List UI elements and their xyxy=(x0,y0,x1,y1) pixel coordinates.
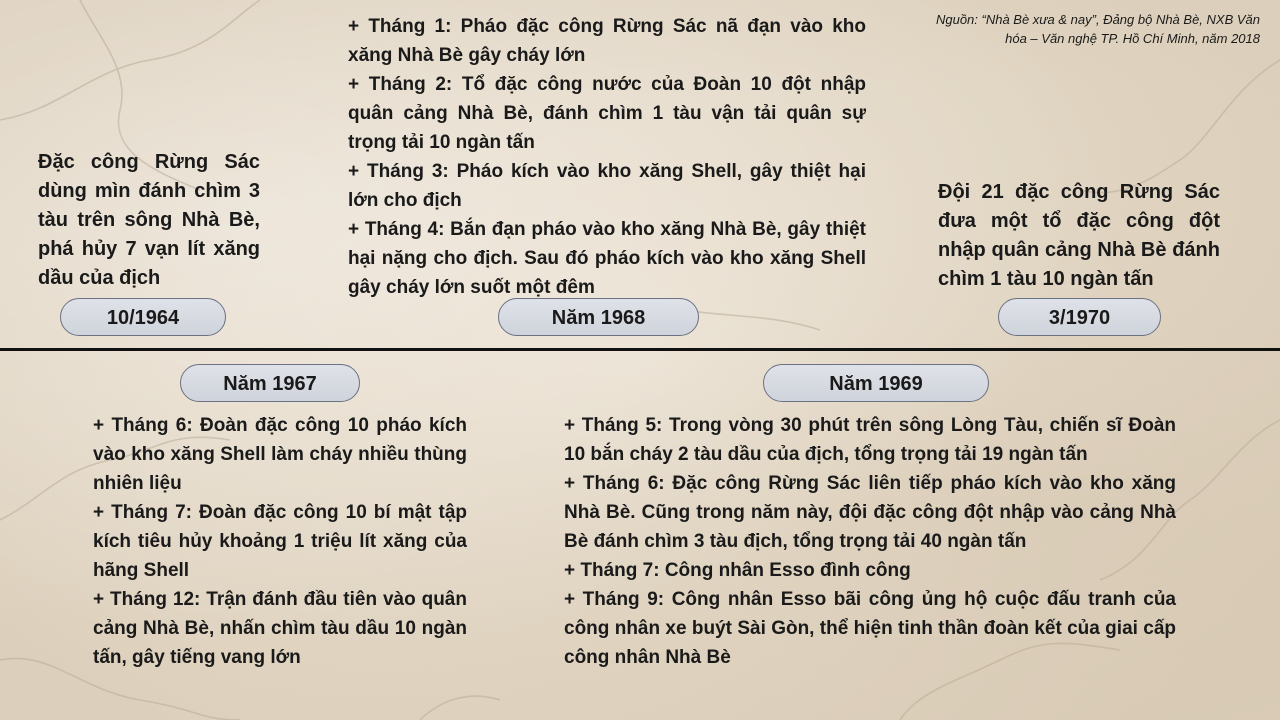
event-item: + Tháng 7: Công nhân Esso đình công xyxy=(564,560,911,581)
event-item: + Tháng 1: Pháo đặc công Rừng Sác nã đạn vào kho xăng Nhà Bè gây cháy lớn xyxy=(348,16,866,66)
event-item: + Tháng 9: Công nhân Esso bãi công ủng hộ cuộc đấu tranh của công nhân xe buýt Sài Gòn, thể hiện tinh thần đoàn kết của giai cấp công nhân Nhà Bè xyxy=(564,589,1176,668)
event-item: + Tháng 6: Đoàn đặc công 10 pháo kích vào kho xăng Shell làm cháy nhiều thùng nhiên liệu xyxy=(93,415,467,494)
date-pill-1968: Năm 1968 xyxy=(498,298,699,336)
event-item: + Tháng 6: Đặc công Rừng Sác liên tiếp pháo kích vào kho xăng Nhà Bè. Cũng trong năm này, đội đặc công đột nhập vào cảng Nhà Bè đánh chìm 3 tàu địch, tổng trọng tải 40 ngàn tấn xyxy=(564,473,1176,552)
event-item: + Tháng 5: Trong vòng 30 phút trên sông Lòng Tàu, chiến sĩ Đoàn 10 bắn cháy 2 tàu dầu của địch, tổng trọng tải 19 ngàn tấn xyxy=(564,415,1176,465)
source-note: Nguồn: “Nhà Bè xưa & nay”, Đảng bộ Nhà Bè, NXB Văn hóa – Văn nghệ TP. Hồ Chí Minh, năm 2018 xyxy=(935,12,1260,46)
event-item: + Tháng 4: Bắn đạn pháo vào kho xăng Nhà Bè, gây thiệt hại nặng cho địch. Sau đó pháo kích vào kho xăng Shell gây cháy lớn suốt một đêm xyxy=(348,219,866,298)
timeline-axis xyxy=(0,348,1280,351)
event-list-1969 xyxy=(564,411,1176,672)
date-pill-1967: Năm 1967 xyxy=(180,364,360,402)
date-pill-3-1970: 3/1970 xyxy=(998,298,1161,336)
event-item: + Tháng 2: Tổ đặc công nước của Đoàn 10 đột nhập quân cảng Nhà Bè, đánh chìm 1 tàu vận tải quân sự trọng tải 10 ngàn tấn xyxy=(348,74,866,153)
date-pill-1969: Năm 1969 xyxy=(763,364,989,402)
event-3-1970: Đội 21 đặc công Rừng Sác đưa một tổ đặc công đột nhập quân cảng Nhà Bè đánh chìm 1 tàu 10 ngàn tấn xyxy=(938,181,1220,290)
date-pill-10-1964: 10/1964 xyxy=(60,298,226,336)
event-item: + Tháng 3: Pháo kích vào kho xăng Shell, gây thiệt hại lớn cho địch xyxy=(348,161,866,211)
event-10-1964: Đặc công Rừng Sác dùng mìn đánh chìm 3 tàu trên sông Nhà Bè, phá hủy 7 vạn lít xăng dầu của địch xyxy=(38,151,260,289)
event-item: + Tháng 7: Đoàn đặc công 10 bí mật tập kích tiêu hủy khoảng 1 triệu lít xăng của hãng Shell xyxy=(93,502,467,581)
event-item: + Tháng 12: Trận đánh đầu tiên vào quân cảng Nhà Bè, nhấn chìm tàu dầu 10 ngàn tấn, gây tiếng vang lớn xyxy=(93,589,467,668)
event-list-1968 xyxy=(348,12,866,302)
event-list-1967 xyxy=(93,411,467,672)
